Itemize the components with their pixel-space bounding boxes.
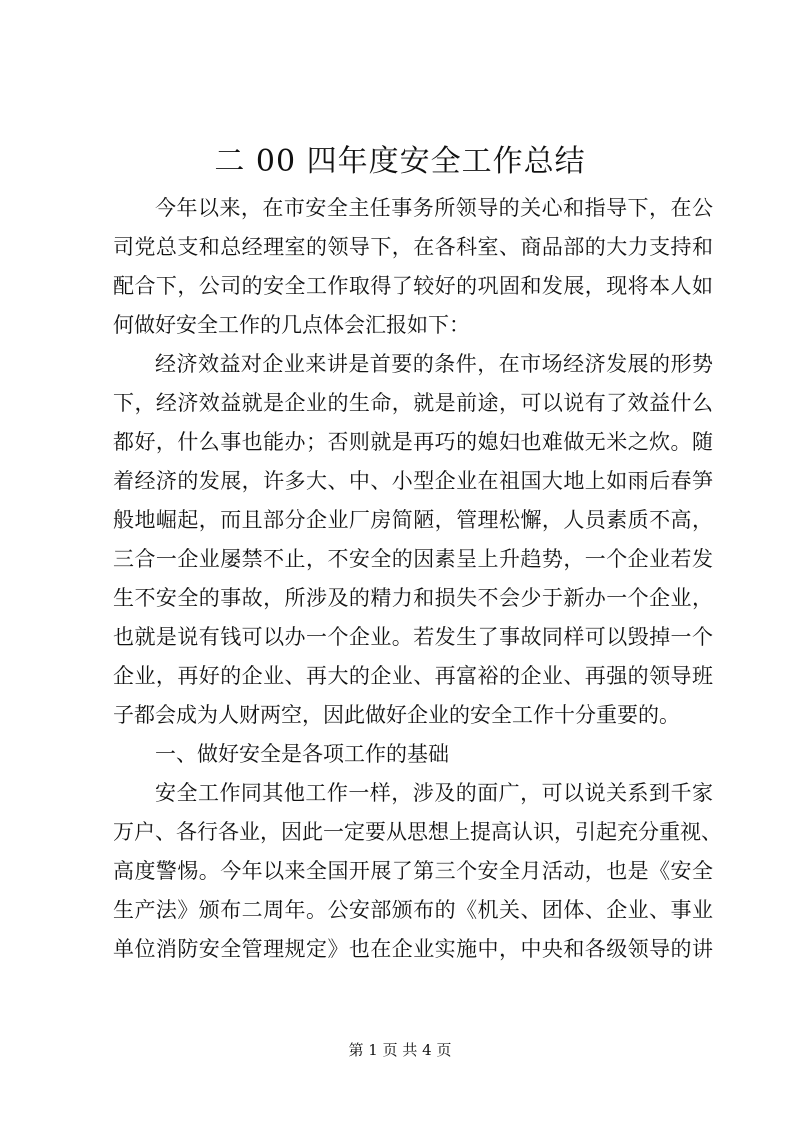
section-heading: 一、做好安全是各项工作的基础 <box>155 742 449 766</box>
paragraph-line: 配合下，公司的安全工作取得了较好的巩固和发展，现将本人如 <box>113 274 713 298</box>
paragraph-line: 万户、各行各业，因此一定要从思想上提高认识，引起充分重视、 <box>113 820 722 844</box>
paragraph-line: 般地崛起，而且部分企业厂房简陋，管理松懈，人员素质不高， <box>113 508 713 532</box>
paragraph-line: 今年以来，在市安全主任事务所领导的关心和指导下，在公 <box>155 196 713 220</box>
document-title: 二 00 四年度安全工作总结 <box>214 144 586 179</box>
paragraph-line: 三合一企业屡禁不止，不安全的因素呈上升趋势，一个企业若发 <box>113 547 713 571</box>
paragraph-line: 子都会成为人财两空，因此做好企业的安全工作十分重要的。 <box>113 703 680 727</box>
paragraph-line: 下，经济效益就是企业的生命，就是前途，可以说有了效益什么 <box>113 391 713 415</box>
paragraph-line: 都好，什么事也能办；否则就是再巧的媳妇也难做无米之炊。随 <box>113 430 713 454</box>
page-footer: 第 1 页 共 4 页 <box>348 1041 452 1059</box>
paragraph-line: 企业，再好的企业、再大的企业、再富裕的企业、再强的领导班 <box>113 664 713 688</box>
paragraph-line: 安全工作同其他工作一样，涉及的面广，可以说关系到千家 <box>155 781 713 805</box>
paragraph-line: 生产法》颁布二周年。公安部颁布的《机关、团体、企业、事业 <box>113 898 713 922</box>
paragraph-line: 何做好安全工作的几点体会汇报如下： <box>113 313 470 337</box>
paragraph-line: 也就是说有钱可以办一个企业。若发生了事故同样可以毁掉一个 <box>113 625 713 649</box>
paragraph-line: 高度警惕。今年以来全国开展了第三个安全月活动，也是《安全 <box>113 859 713 883</box>
paragraph-line: 生不安全的事故，所涉及的精力和损失不会少于新办一个企业， <box>113 586 713 610</box>
paragraph-line: 单位消防安全管理规定》也在企业实施中，中央和各级领导的讲 <box>113 937 713 961</box>
paragraph-line: 经济效益对企业来讲是首要的条件，在市场经济发展的形势 <box>155 352 713 376</box>
paragraph-line: 司党总支和总经理室的领导下，在各科室、商品部的大力支持和 <box>113 235 713 259</box>
paragraph-line: 着经济的发展，许多大、中、小型企业在祖国大地上如雨后春笋 <box>113 469 713 493</box>
